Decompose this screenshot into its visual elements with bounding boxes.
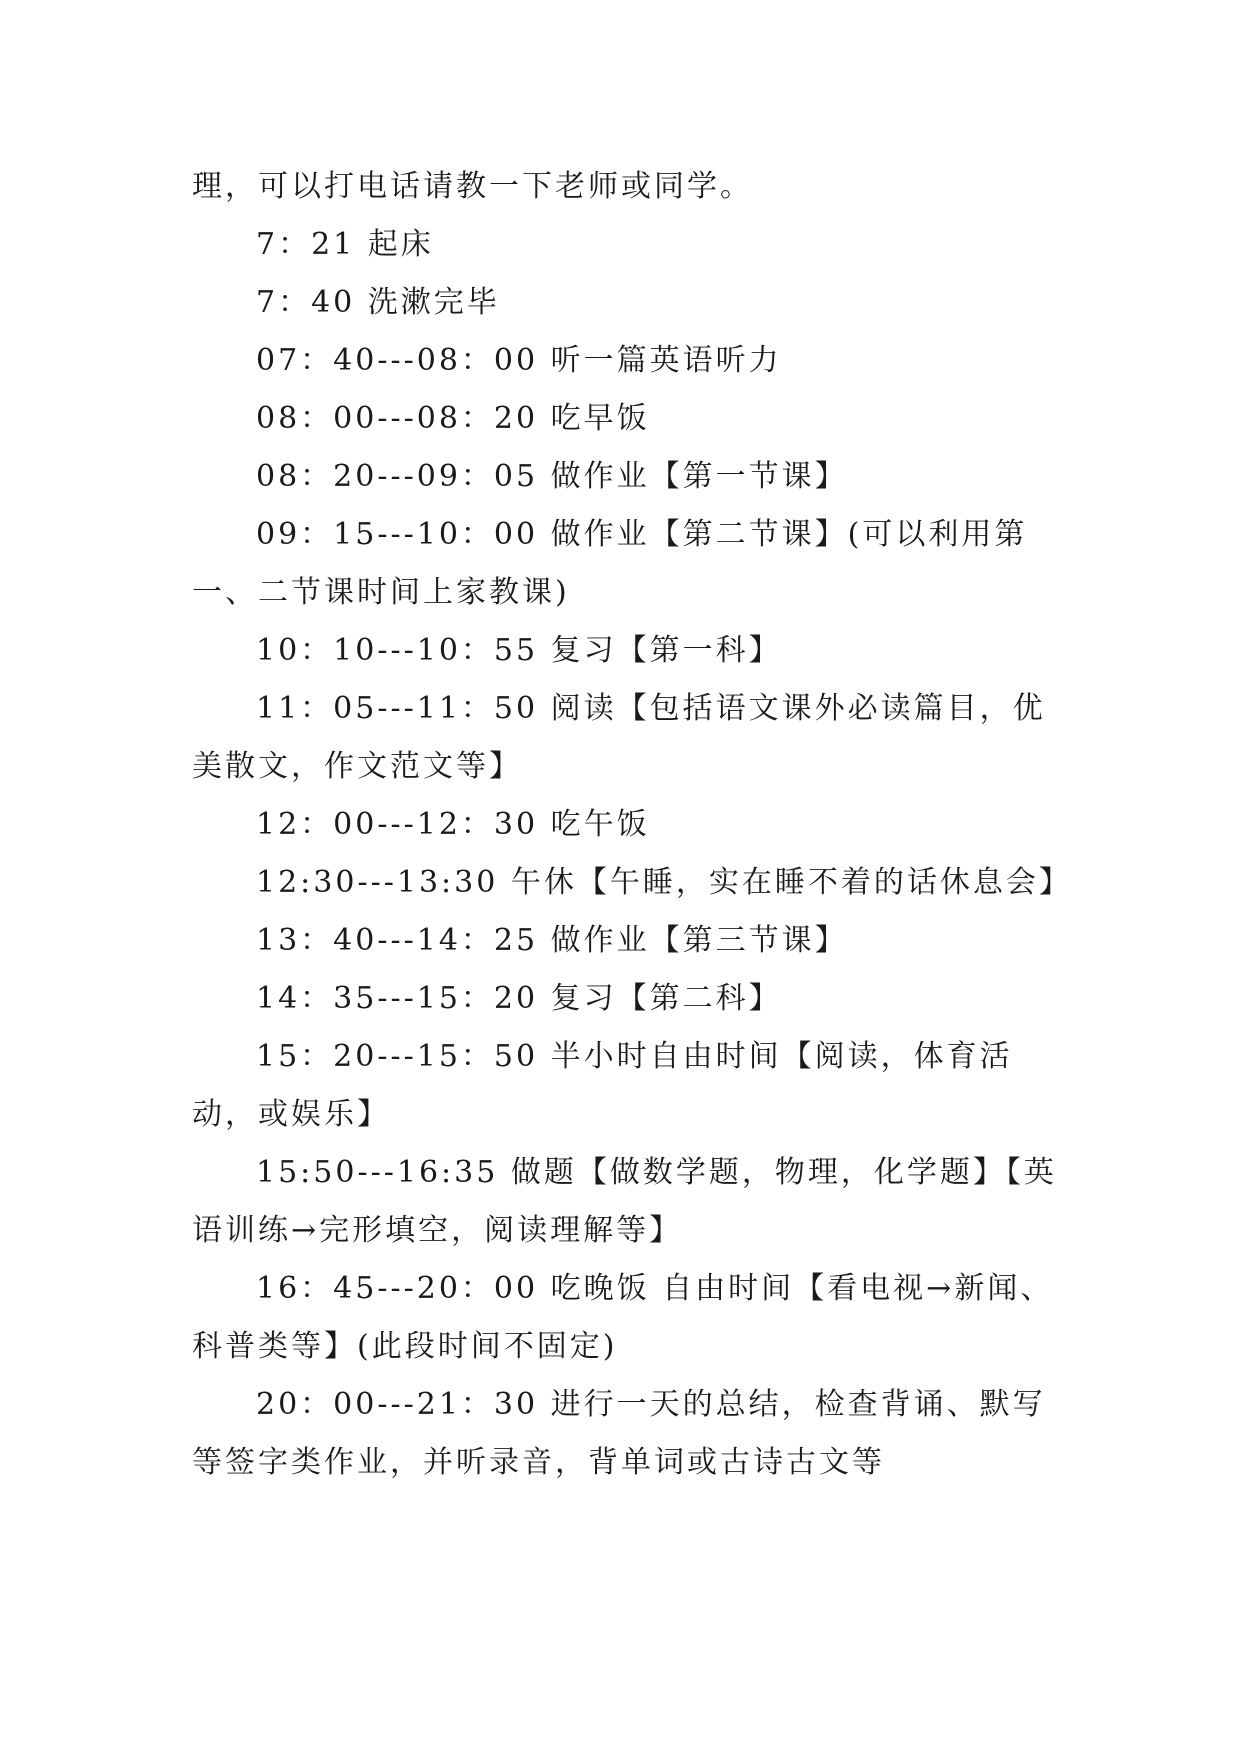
schedule-item-breakfast: 08：00---08：20 吃早饭 [256,401,650,436]
schedule-item-english-listening: 07：40---08：00 听一篇英语听力 [256,343,782,378]
paragraph-continuation: 理，可以打电话请教一下老师或同学。 [192,169,753,204]
document-page [192,158,1072,1492]
schedule-item-homework-1: 08：20---09：05 做作业【第一节课】 [256,459,848,494]
schedule-item-summary: 20：00---21：30 进行一天的总结，检查背诵、默写等签字类作业，并听录音，背单词或古诗古文等 [192,1387,1046,1480]
schedule-item-homework-2: 09：15---10：00 做作业【第二节课】(可以利用第一、二节课时间上家教课) [192,517,1028,610]
schedule-item-reading: 11：05---11：50 阅读【包括语文课外必读篇目，优美散文，作文范文等】 [192,691,1046,784]
schedule-item-dinner: 16：45---20：00 吃晚饭 自由时间【看电视→新闻、科普类等】(此段时间不固定) [192,1271,1054,1364]
schedule-item-free-time: 15：20---15：50 半小时自由时间【阅读，体育活动，或娱乐】 [192,1039,1013,1132]
schedule-item-nap: 12:30---13:30 午休【午睡，实在睡不着的话休息会】 [256,865,1072,900]
schedule-item-wake-up: 7：21 起床 [256,227,434,262]
schedule-item-homework-3: 13：40---14：25 做作业【第三节课】 [256,923,848,958]
schedule-item-lunch: 12：00---12：30 吃午饭 [256,807,650,842]
schedule-item-review-1: 10：10---10：55 复习【第一科】 [256,633,782,668]
schedule-item-exercises: 15:50---16:35 做题【做数学题，物理，化学题】【英语训练→完形填空，阅读理解等】 [192,1155,1057,1248]
schedule-item-wash: 7：40 洗漱完毕 [256,285,500,320]
schedule-item-review-2: 14：35---15：20 复习【第二科】 [256,981,782,1016]
